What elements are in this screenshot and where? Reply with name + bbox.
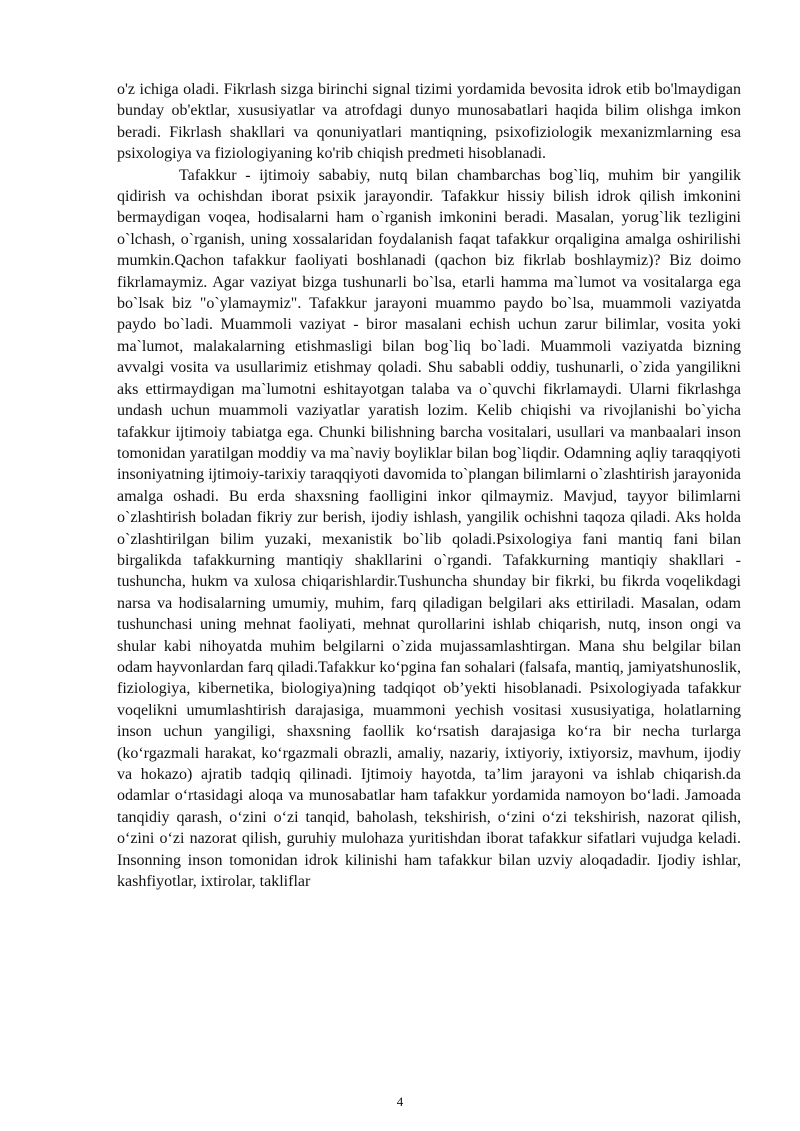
paragraph-tafakkur: Tafakkur - ijtimoiy sababiy, nutq bilan chambarchas bog`liq, muhim bir yangilik qidirish va ochishdan iborat psixik jarayondir. Tafakkur hissiy bilish idrok qilish imkonini bermaydigan voqea, hodisalarni ham o`rganish imkonini beradi. Masalan, yorug`lik tezligini o`lchash, o`rganish, uning xossalaridan foydalanish faqat tafakkur orqaligina amalga oshirilishi mumkin.Qachon tafakkur faoliyati boshlanadi (qachon biz fikrlab boshlaymiz)? Biz doimo fikrlamaymiz. Agar vaziyat bizga tushunarli bo`lsa, etarli hamma ma`lumot va vositalarga ega bo`lsak biz "o`ylamaymiz". Tafakkur jarayoni muammo paydo bo`lsa, muammoli vaziyatda paydo bo`ladi. Muammoli vaziyat - biror masalani echish uchun zarur bilimlar, vosita yoki ma`lumot, malakalarning etishmasligi bilan bog`liq bo`ladi. Muammoli vaziyatda bizning avvalgi vosita va usullarimiz etishmay qoladi. Shu sababli oddiy, tushunarli, o`zida yangilikni aks ettirmaydigan ma`lumotni eshitayotgan talaba va o`quvchi fikrlamaydi. Ularni fikrlashga undash uchun muammoli vaziyatlar yaratish lozim. Kelib chiqishi va rivojlanishi bo`yicha tafakkur ijtimoiy tabiatga ega. Chunki bilishning barcha vositalari, usullari va manbaalari inson tomonidan yaratilgan moddiy va ma`naviy boyliklar bilan bog`liqdir. Odamning aqliy taraqqiyoti insoniyatning ijtimoiy-tarixiy taraqqiyoti davomida to`plangan bilimlarni o`zlashtirish jarayonida amalga oshadi. Bu erda shaxsning faolligini inkor qilmaymiz. Mavjud, tayyor bilimlarni o`zlashtirish boladan fikriy zur berish, ijodiy ishlash, yangilik ochishni taqoza qiladi. Aks holda o`zlashtirilgan bilim yuzaki, mexanistik bo`lib qoladi.Psixologiya fani mantiq fani bilan birgalikda tafakkurning mantiqiy shakllarini o`rgandi. Tafakkurning mantiqiy shakllari -tushuncha, hukm va xulosa chiqarishlardir.Tushuncha shunday bir fikrki, bu fikrda voqelikdagi narsa va hodisalarning umumiy, muhim, farq qiladigan belgilari aks ettiriladi. Masalan, odam tushunchasi uning mehnat faoliyati, mehnat qurollarini ishlab chiqarish, nutq, inson ongi va shular kabi nihoyatda muhim belgilarni o`zida mujassamlashtirgan. Mana shu belgilar bilan odam hayvonlardan farq qiladi.Tafakkur ko‘pgina fan sohalari (falsafa, mantiq, jamiyatshunoslik, fiziologiya, kibernetika, biologiya)ning tadqiqot ob’yekti hisoblanadi. Psixologiyada tafakkur voqelikni umumlashtirish darajasiga, muammoni yechish vositasi xususiyatiga, holatlarning inson uchun yangiligi, shaxsning faollik ko‘rsatish darajasiga ko‘ra bir necha turlarga (ko‘rgazmali harakat, ko‘rgazmali obrazli, amaliy, nazariy, ixtiyoriy, ixtiyorsiz, mavhum, ijodiy va hokazo) ajratib tadqiq qilinadi. Ijtimoiy hayotda, ta’lim jarayoni va ishlab chiqarish.da odamlar o‘rtasidagi aloqa va munosabatlar ham tafakkur yordamida namoyon bo‘ladi. Jamoada tanqidiy qarash, o‘zini o‘zi tanqid, baholash, tekshirish, o‘zini o‘zi tekshirish, nazorat qilish, o‘zini o‘zi nazorat qilish, guruhiy mulohaza yuritishdan iborat tafakkur sifatlari vujudga keladi. Insonning inson tomonidan idrok kilinishi ham tafakkur bilan uzviy aloqadadir. Ijodiy ishlar, kashfiyotlar, ixtirolar, takliflar (117, 166, 742, 891)
page-number: 4 (396, 1094, 404, 1109)
page-body (117, 79, 741, 892)
paragraph-continuation: o'z ichiga oladi. Fikrlash sizga birinchi signal tizimi yordamida bevosita idrok etib bo'lmaydigan bunday ob'ektlar, xususiyatlar va atrofdagi dunyo munosabatlari haqida bilim olishga imkon beradi. Fikrlash shakllari va qonuniyatlari mantiqning, psixofiziologik mexanizmlarning esa psixologiya va fiziologiyaning ko'rib chiqish predmeti hisoblanadi. (117, 81, 741, 163)
